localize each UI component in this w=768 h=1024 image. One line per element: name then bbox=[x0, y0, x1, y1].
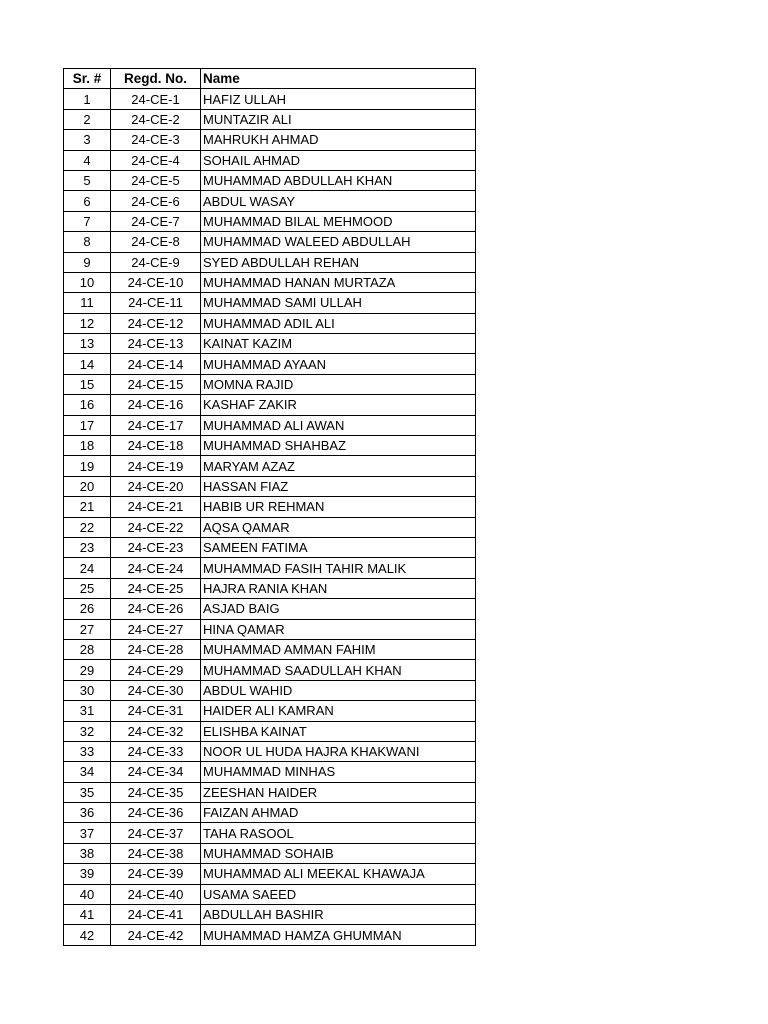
name-cell: HAJRA RANIA KHAN bbox=[201, 578, 476, 598]
table-row bbox=[64, 211, 476, 231]
registration-number-cell: 24-CE-6 bbox=[111, 191, 201, 211]
name-cell: ELISHBA KAINAT bbox=[201, 721, 476, 741]
table-row bbox=[64, 272, 476, 292]
name-cell: NOOR UL HUDA HAJRA KHAKWANI bbox=[201, 741, 476, 761]
table-row bbox=[64, 599, 476, 619]
serial-number-cell: 11 bbox=[64, 293, 111, 313]
registration-number-cell: 24-CE-4 bbox=[111, 150, 201, 170]
table-row bbox=[64, 884, 476, 904]
registration-number-cell: 24-CE-41 bbox=[111, 905, 201, 925]
name-cell: HASSAN FIAZ bbox=[201, 476, 476, 496]
name-cell: MUHAMMAD MINHAS bbox=[201, 762, 476, 782]
serial-number-cell: 24 bbox=[64, 558, 111, 578]
table-row bbox=[64, 721, 476, 741]
table-row bbox=[64, 252, 476, 272]
table-row bbox=[64, 843, 476, 863]
serial-number-cell: 28 bbox=[64, 639, 111, 659]
registration-number-cell: 24-CE-29 bbox=[111, 660, 201, 680]
table-row bbox=[64, 537, 476, 557]
registration-number-cell: 24-CE-3 bbox=[111, 130, 201, 150]
table-row bbox=[64, 925, 476, 945]
registration-number-cell: 24-CE-27 bbox=[111, 619, 201, 639]
name-cell: MUHAMMAD HANAN MURTAZA bbox=[201, 272, 476, 292]
name-cell: MUHAMMAD WALEED ABDULLAH bbox=[201, 232, 476, 252]
table-row bbox=[64, 150, 476, 170]
serial-number-cell: 4 bbox=[64, 150, 111, 170]
name-cell: MAHRUKH AHMAD bbox=[201, 130, 476, 150]
serial-number-cell: 33 bbox=[64, 741, 111, 761]
serial-number-cell: 41 bbox=[64, 905, 111, 925]
table-row bbox=[64, 130, 476, 150]
name-cell: MUHAMMAD BILAL MEHMOOD bbox=[201, 211, 476, 231]
registration-number-cell: 24-CE-26 bbox=[111, 599, 201, 619]
table-row bbox=[64, 395, 476, 415]
serial-number-cell: 40 bbox=[64, 884, 111, 904]
header-serial-number: Sr. # bbox=[64, 69, 111, 89]
name-cell: MUHAMMAD SAMI ULLAH bbox=[201, 293, 476, 313]
serial-number-cell: 15 bbox=[64, 374, 111, 394]
table-row bbox=[64, 109, 476, 129]
table-row bbox=[64, 701, 476, 721]
table-row bbox=[64, 741, 476, 761]
serial-number-cell: 29 bbox=[64, 660, 111, 680]
name-cell: MUHAMMAD ALI MEEKAL KHAWAJA bbox=[201, 864, 476, 884]
table-row bbox=[64, 578, 476, 598]
registration-number-cell: 24-CE-15 bbox=[111, 374, 201, 394]
registration-number-cell: 24-CE-28 bbox=[111, 639, 201, 659]
registration-number-cell: 24-CE-2 bbox=[111, 109, 201, 129]
table-row bbox=[64, 89, 476, 109]
registration-number-cell: 24-CE-24 bbox=[111, 558, 201, 578]
table-row bbox=[64, 415, 476, 435]
registration-number-cell: 24-CE-25 bbox=[111, 578, 201, 598]
table-row bbox=[64, 170, 476, 190]
table-body bbox=[64, 89, 476, 945]
serial-number-cell: 3 bbox=[64, 130, 111, 150]
table-row bbox=[64, 680, 476, 700]
serial-number-cell: 19 bbox=[64, 456, 111, 476]
registration-number-cell: 24-CE-19 bbox=[111, 456, 201, 476]
table-row bbox=[64, 293, 476, 313]
table-row bbox=[64, 313, 476, 333]
serial-number-cell: 26 bbox=[64, 599, 111, 619]
name-cell: MUHAMMAD FASIH TAHIR MALIK bbox=[201, 558, 476, 578]
serial-number-cell: 36 bbox=[64, 803, 111, 823]
serial-number-cell: 6 bbox=[64, 191, 111, 211]
serial-number-cell: 2 bbox=[64, 109, 111, 129]
registration-number-cell: 24-CE-34 bbox=[111, 762, 201, 782]
name-cell: MUHAMMAD AMMAN FAHIM bbox=[201, 639, 476, 659]
name-cell: ABDUL WASAY bbox=[201, 191, 476, 211]
serial-number-cell: 42 bbox=[64, 925, 111, 945]
table-row bbox=[64, 497, 476, 517]
name-cell: HAIDER ALI KAMRAN bbox=[201, 701, 476, 721]
registration-number-cell: 24-CE-18 bbox=[111, 436, 201, 456]
registration-number-cell: 24-CE-10 bbox=[111, 272, 201, 292]
name-cell: MUHAMMAD ADIL ALI bbox=[201, 313, 476, 333]
serial-number-cell: 5 bbox=[64, 170, 111, 190]
header-name: Name bbox=[201, 69, 476, 89]
name-cell: MUHAMMAD SHAHBAZ bbox=[201, 436, 476, 456]
name-cell: HAFIZ ULLAH bbox=[201, 89, 476, 109]
table-row bbox=[64, 762, 476, 782]
serial-number-cell: 8 bbox=[64, 232, 111, 252]
name-cell: MUNTAZIR ALI bbox=[201, 109, 476, 129]
registration-number-cell: 24-CE-11 bbox=[111, 293, 201, 313]
registration-number-cell: 24-CE-7 bbox=[111, 211, 201, 231]
serial-number-cell: 10 bbox=[64, 272, 111, 292]
name-cell: TAHA RASOOL bbox=[201, 823, 476, 843]
name-cell: USAMA SAEED bbox=[201, 884, 476, 904]
table-header-row bbox=[64, 69, 476, 89]
serial-number-cell: 14 bbox=[64, 354, 111, 374]
name-cell: MUHAMMAD AYAAN bbox=[201, 354, 476, 374]
registration-number-cell: 24-CE-9 bbox=[111, 252, 201, 272]
name-cell: SOHAIL AHMAD bbox=[201, 150, 476, 170]
registration-number-cell: 24-CE-20 bbox=[111, 476, 201, 496]
registration-number-cell: 24-CE-23 bbox=[111, 537, 201, 557]
table-row bbox=[64, 782, 476, 802]
name-cell: KASHAF ZAKIR bbox=[201, 395, 476, 415]
registration-number-cell: 24-CE-37 bbox=[111, 823, 201, 843]
serial-number-cell: 32 bbox=[64, 721, 111, 741]
name-cell: SAMEEN FATIMA bbox=[201, 537, 476, 557]
table-row bbox=[64, 334, 476, 354]
serial-number-cell: 1 bbox=[64, 89, 111, 109]
table-row bbox=[64, 639, 476, 659]
table-row bbox=[64, 864, 476, 884]
header-registration-number: Regd. No. bbox=[111, 69, 201, 89]
registration-number-cell: 24-CE-12 bbox=[111, 313, 201, 333]
table-row bbox=[64, 191, 476, 211]
table-row bbox=[64, 905, 476, 925]
name-cell: SYED ABDULLAH REHAN bbox=[201, 252, 476, 272]
registration-number-cell: 24-CE-32 bbox=[111, 721, 201, 741]
serial-number-cell: 13 bbox=[64, 334, 111, 354]
name-cell: HINA QAMAR bbox=[201, 619, 476, 639]
registration-number-cell: 24-CE-5 bbox=[111, 170, 201, 190]
serial-number-cell: 34 bbox=[64, 762, 111, 782]
name-cell: MUHAMMAD SOHAIB bbox=[201, 843, 476, 863]
registration-number-cell: 24-CE-1 bbox=[111, 89, 201, 109]
serial-number-cell: 25 bbox=[64, 578, 111, 598]
table-row bbox=[64, 436, 476, 456]
table-row bbox=[64, 476, 476, 496]
name-cell: KAINAT KAZIM bbox=[201, 334, 476, 354]
registration-number-cell: 24-CE-36 bbox=[111, 803, 201, 823]
registration-number-cell: 24-CE-14 bbox=[111, 354, 201, 374]
serial-number-cell: 16 bbox=[64, 395, 111, 415]
registration-number-cell: 24-CE-16 bbox=[111, 395, 201, 415]
name-cell: HABIB UR REHMAN bbox=[201, 497, 476, 517]
serial-number-cell: 27 bbox=[64, 619, 111, 639]
table-row bbox=[64, 517, 476, 537]
registration-number-cell: 24-CE-30 bbox=[111, 680, 201, 700]
table-row bbox=[64, 354, 476, 374]
table-row bbox=[64, 823, 476, 843]
registration-number-cell: 24-CE-8 bbox=[111, 232, 201, 252]
name-cell: FAIZAN AHMAD bbox=[201, 803, 476, 823]
registration-number-cell: 24-CE-35 bbox=[111, 782, 201, 802]
name-cell: AQSA QAMAR bbox=[201, 517, 476, 537]
serial-number-cell: 39 bbox=[64, 864, 111, 884]
name-cell: MARYAM AZAZ bbox=[201, 456, 476, 476]
serial-number-cell: 21 bbox=[64, 497, 111, 517]
table-row bbox=[64, 803, 476, 823]
table-row bbox=[64, 374, 476, 394]
serial-number-cell: 17 bbox=[64, 415, 111, 435]
serial-number-cell: 9 bbox=[64, 252, 111, 272]
name-cell: ZEESHAN HAIDER bbox=[201, 782, 476, 802]
table-row bbox=[64, 456, 476, 476]
registration-number-cell: 24-CE-40 bbox=[111, 884, 201, 904]
name-cell: ASJAD BAIG bbox=[201, 599, 476, 619]
serial-number-cell: 20 bbox=[64, 476, 111, 496]
registration-number-cell: 24-CE-17 bbox=[111, 415, 201, 435]
serial-number-cell: 38 bbox=[64, 843, 111, 863]
registration-number-cell: 24-CE-13 bbox=[111, 334, 201, 354]
serial-number-cell: 7 bbox=[64, 211, 111, 231]
registration-number-cell: 24-CE-33 bbox=[111, 741, 201, 761]
name-cell: MUHAMMAD ABDULLAH KHAN bbox=[201, 170, 476, 190]
name-cell: ABDULLAH BASHIR bbox=[201, 905, 476, 925]
registration-number-cell: 24-CE-39 bbox=[111, 864, 201, 884]
table-row bbox=[64, 232, 476, 252]
name-cell: MUHAMMAD ALI AWAN bbox=[201, 415, 476, 435]
name-cell: MUHAMMAD HAMZA GHUMMAN bbox=[201, 925, 476, 945]
registration-number-cell: 24-CE-38 bbox=[111, 843, 201, 863]
table-row bbox=[64, 558, 476, 578]
registration-number-cell: 24-CE-31 bbox=[111, 701, 201, 721]
serial-number-cell: 37 bbox=[64, 823, 111, 843]
table-row bbox=[64, 619, 476, 639]
table-row bbox=[64, 660, 476, 680]
name-cell: MUHAMMAD SAADULLAH KHAN bbox=[201, 660, 476, 680]
serial-number-cell: 23 bbox=[64, 537, 111, 557]
registration-number-cell: 24-CE-42 bbox=[111, 925, 201, 945]
registration-number-cell: 24-CE-22 bbox=[111, 517, 201, 537]
serial-number-cell: 35 bbox=[64, 782, 111, 802]
registration-number-cell: 24-CE-21 bbox=[111, 497, 201, 517]
serial-number-cell: 30 bbox=[64, 680, 111, 700]
student-list-table bbox=[63, 68, 476, 946]
name-cell: MOMNA RAJID bbox=[201, 374, 476, 394]
serial-number-cell: 12 bbox=[64, 313, 111, 333]
serial-number-cell: 31 bbox=[64, 701, 111, 721]
serial-number-cell: 22 bbox=[64, 517, 111, 537]
name-cell: ABDUL WAHID bbox=[201, 680, 476, 700]
serial-number-cell: 18 bbox=[64, 436, 111, 456]
